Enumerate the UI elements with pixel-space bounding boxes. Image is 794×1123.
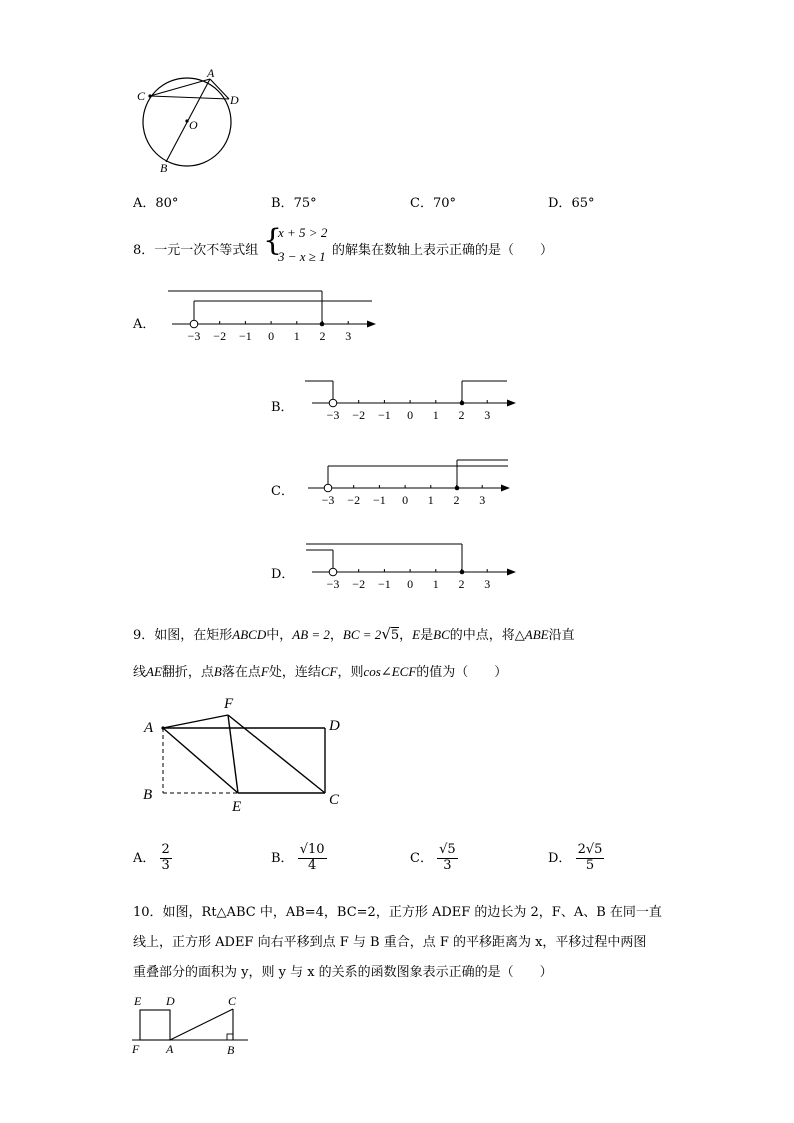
fraction: $\frac{2}{3}$ <box>161 842 170 873</box>
tick-label: −1 <box>378 408 391 422</box>
tick-label: 2 <box>453 493 460 507</box>
q8-inequality-1: x + 5 > 2 <box>278 225 328 240</box>
tick-label: −3 <box>326 577 340 591</box>
tick-label: 0 <box>268 329 275 343</box>
tick-label: −3 <box>326 408 340 422</box>
q7-option-d[interactable] <box>548 192 594 211</box>
label-f: F <box>132 1042 140 1056</box>
q9-line-1: 9．如图，在矩形ABCD中，AB = 2，BC = 2√5，E是BC的中点，将△ABE沿直 <box>133 625 575 643</box>
option-value: 80° <box>155 196 179 211</box>
q7-option-c[interactable] <box>410 192 456 211</box>
tick-label: 0 <box>407 577 414 591</box>
tick-label: 1 <box>427 493 434 507</box>
q8-option-c[interactable]: C． <box>271 484 294 499</box>
tick-label: 2 <box>319 329 326 343</box>
label-f: F <box>224 696 234 712</box>
label-a: A <box>207 66 215 80</box>
tick-label: 1 <box>293 329 300 343</box>
tick-label: −2 <box>347 493 361 507</box>
chord-ad <box>210 79 229 99</box>
q10-line-3: 重叠部分的面积为 y，则 y 与 x 的关系的函数图象表示正确的是（ ） <box>133 965 553 980</box>
q8-number-and-prefix <box>133 239 258 258</box>
q10-figure <box>128 990 258 1060</box>
tick-label: −3 <box>321 493 335 507</box>
tick-label: 3 <box>479 493 486 507</box>
tick-label: 0 <box>407 408 414 422</box>
option-letter: D． <box>548 196 572 211</box>
label-c: C <box>228 994 237 1008</box>
label-d: D <box>329 718 340 734</box>
tick-label: 3 <box>484 408 491 422</box>
label-c: C <box>329 792 340 808</box>
q9-rectangle-figure <box>140 692 360 817</box>
tick-label: −1 <box>378 577 391 591</box>
option-value: 65° <box>571 196 595 211</box>
option-letter: A． <box>133 196 156 211</box>
q8-number-line-a <box>160 284 390 348</box>
tick-label: −1 <box>373 493 386 507</box>
q10-line-1: 10．如图，Rt△ABC 中，AB=4，BC=2，正方形 ADEF 的边长为 2，F、A、B 在同一直 <box>133 905 662 920</box>
tick-label: −2 <box>352 408 366 422</box>
q8-number-line-c <box>300 456 530 516</box>
q8-suffix: 的解集在数轴上表示正确的是（ ） <box>332 243 554 258</box>
q8-inequality-2: 3 − x ≥ 1 <box>278 249 326 264</box>
fraction: $\frac{√5}{3}$ <box>439 842 456 873</box>
label-e: E <box>232 799 242 815</box>
tick-label: 2 <box>458 577 465 591</box>
option-letter: B． <box>271 196 294 211</box>
q8-number-line-b <box>300 372 530 432</box>
q8-system-brace: { <box>263 223 283 258</box>
q8-option-a[interactable]: A． <box>133 317 156 332</box>
q8-number: 8． <box>133 243 155 258</box>
label-a: A <box>144 720 154 736</box>
q8-option-b[interactable]: B． <box>271 400 294 415</box>
tick-label: −1 <box>239 329 252 343</box>
label-b: B <box>227 1043 235 1057</box>
option-value: 75° <box>293 196 317 211</box>
q8-option-d[interactable]: D． <box>271 567 295 582</box>
tick-label: 2 <box>458 408 465 422</box>
tick-label: −3 <box>187 329 201 343</box>
fraction: $\frac{√10}{4}$ <box>299 842 325 873</box>
q9-line-2: 线AE翻折，点B落在点F处，连结CF，则cos∠ECF的值为（ ） <box>133 664 508 680</box>
q9-option-a[interactable]: A． $\frac{2}{3}$ <box>133 842 170 873</box>
q7-option-b[interactable] <box>271 192 317 211</box>
q7-option-a[interactable] <box>133 192 178 211</box>
q9-option-b[interactable]: B． $\frac{√10}{4}$ <box>271 842 325 873</box>
tick-label: 1 <box>432 408 439 422</box>
tick-label: −2 <box>352 577 366 591</box>
option-value: 70° <box>432 196 456 211</box>
fraction: $\frac{2√5}{5}$ <box>577 842 603 873</box>
chord-cd <box>150 96 229 99</box>
q10-line-2: 线上，正方形 ADEF 向右平移到点 F 与 B 重合，点 F 的平移距离为 x，平移过程中两图 <box>133 935 647 950</box>
q7-circle-figure <box>130 66 250 178</box>
tick-label: −2 <box>213 329 227 343</box>
option-letter: C． <box>410 196 433 211</box>
label-b: B <box>160 161 168 175</box>
label-b: B <box>143 787 153 803</box>
tick-label: 3 <box>345 329 352 343</box>
label-d: D <box>166 994 175 1008</box>
tick-label: 0 <box>402 493 409 507</box>
label-d: D <box>230 93 239 107</box>
tick-label: 1 <box>432 577 439 591</box>
q9-option-d[interactable]: D． $\frac{2√5}{5}$ <box>548 842 603 873</box>
q8-number-line-d <box>300 539 530 599</box>
label-e: E <box>134 994 142 1008</box>
label-c: C <box>137 89 146 103</box>
label-a: A <box>166 1042 174 1056</box>
label-o: O <box>189 118 198 132</box>
q9-option-c[interactable]: C． $\frac{√5}{3}$ <box>410 842 456 873</box>
q8-prefix: 一元一次不等式组 <box>154 243 259 258</box>
tick-label: 3 <box>484 577 491 591</box>
